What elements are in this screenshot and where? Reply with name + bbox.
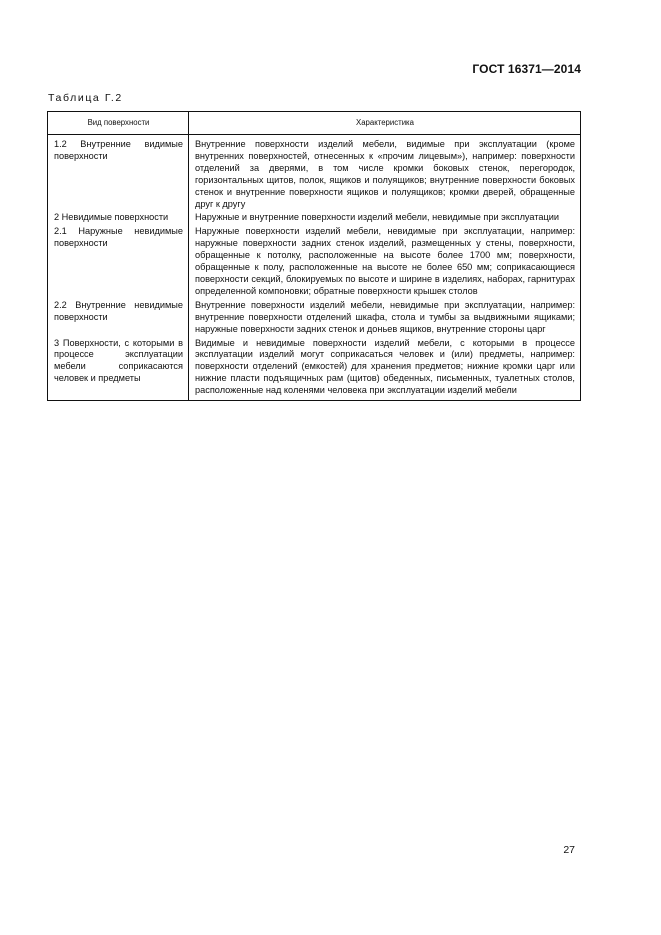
characteristic-cell: Видимые и невидимые поверхности изделий мебели, с которыми в процессе эксплуатации изделий могут соприкасаться человек и (или) предметы, например: поверхности отделений (емкостей) для хранения предметов; нижние кромки царг или нижние пласти подъящичных рам (щитов) обеденных, письменных, туалетных столов, расположенные над коленями человека при эксплуатации изделий мебели: [189, 337, 581, 401]
document-code: ГОСТ 16371—2014: [472, 62, 581, 76]
surface-type-cell: 2.1 Наружные невидимые поверхности: [48, 225, 189, 298]
surface-type-cell: 1.2 Внутренние видимые поверхности: [48, 135, 189, 212]
table-row: [48, 337, 581, 401]
column-header-surface-type: Вид поверхности: [48, 112, 189, 135]
characteristic-cell: Внутренние поверхности изделий мебели, невидимые при эксплуатации, например: внутренние поверхности отделений шкафа, стола и тумбы за выдвижными ящиками; наружные поверхности задних стенок и доньев ящиков, внутренние стороны царг: [189, 299, 581, 337]
surface-type-cell: 3 Поверхности, с которыми в процессе эксплуатации мебели соприкасаются человек и предметы: [48, 337, 189, 401]
table-row: [48, 299, 581, 337]
table-row: [48, 135, 581, 212]
surface-type-cell: 2.2 Внутренние невидимые поверхности: [48, 299, 189, 337]
characteristic-cell: Внутренние поверхности изделий мебели, видимые при эксплуатации (кроме внутренних поверхностей, отнесенных к «прочим лицевым»), например: поверхности отделений за дверями, в том числе кромки боковых стенок, перегородок, горизонтальных щитов, полок, ящиков и полуящиков; внутренние поверхности боковых стенок и внутренние поверхности ящиков и полуящиков; кромки дверей, обращенные друг к другу: [189, 135, 581, 212]
characteristic-cell: Наружные и внутренние поверхности изделий мебели, невидимые при эксплуатации: [189, 211, 581, 225]
surface-types-table: [47, 111, 581, 401]
page-number: 27: [563, 844, 575, 856]
table-header-row: [48, 112, 581, 135]
surface-type-cell: 2 Невидимые поверхности: [48, 211, 189, 225]
characteristic-cell: Наружные поверхности изделий мебели, невидимые при эксплуатации, например: наружные поверхности задних стенок изделий, размещенных у стены, поверхности, обращенные к потолку, расположенные на высоте более 1700 мм; поверхности, обращенные к полу, расположенные на высоте не более 650 мм; соприкасающиеся поверхности секций, блокируемых по высоте и ширине в изделиях, наборах, гарнитурах определенной компоновки; обратные поверхности крышек столов: [189, 225, 581, 298]
table-caption: Таблица Г.2: [48, 92, 123, 104]
table-row: [48, 225, 581, 298]
column-header-characteristic: Характеристика: [189, 112, 581, 135]
table-row: [48, 211, 581, 225]
